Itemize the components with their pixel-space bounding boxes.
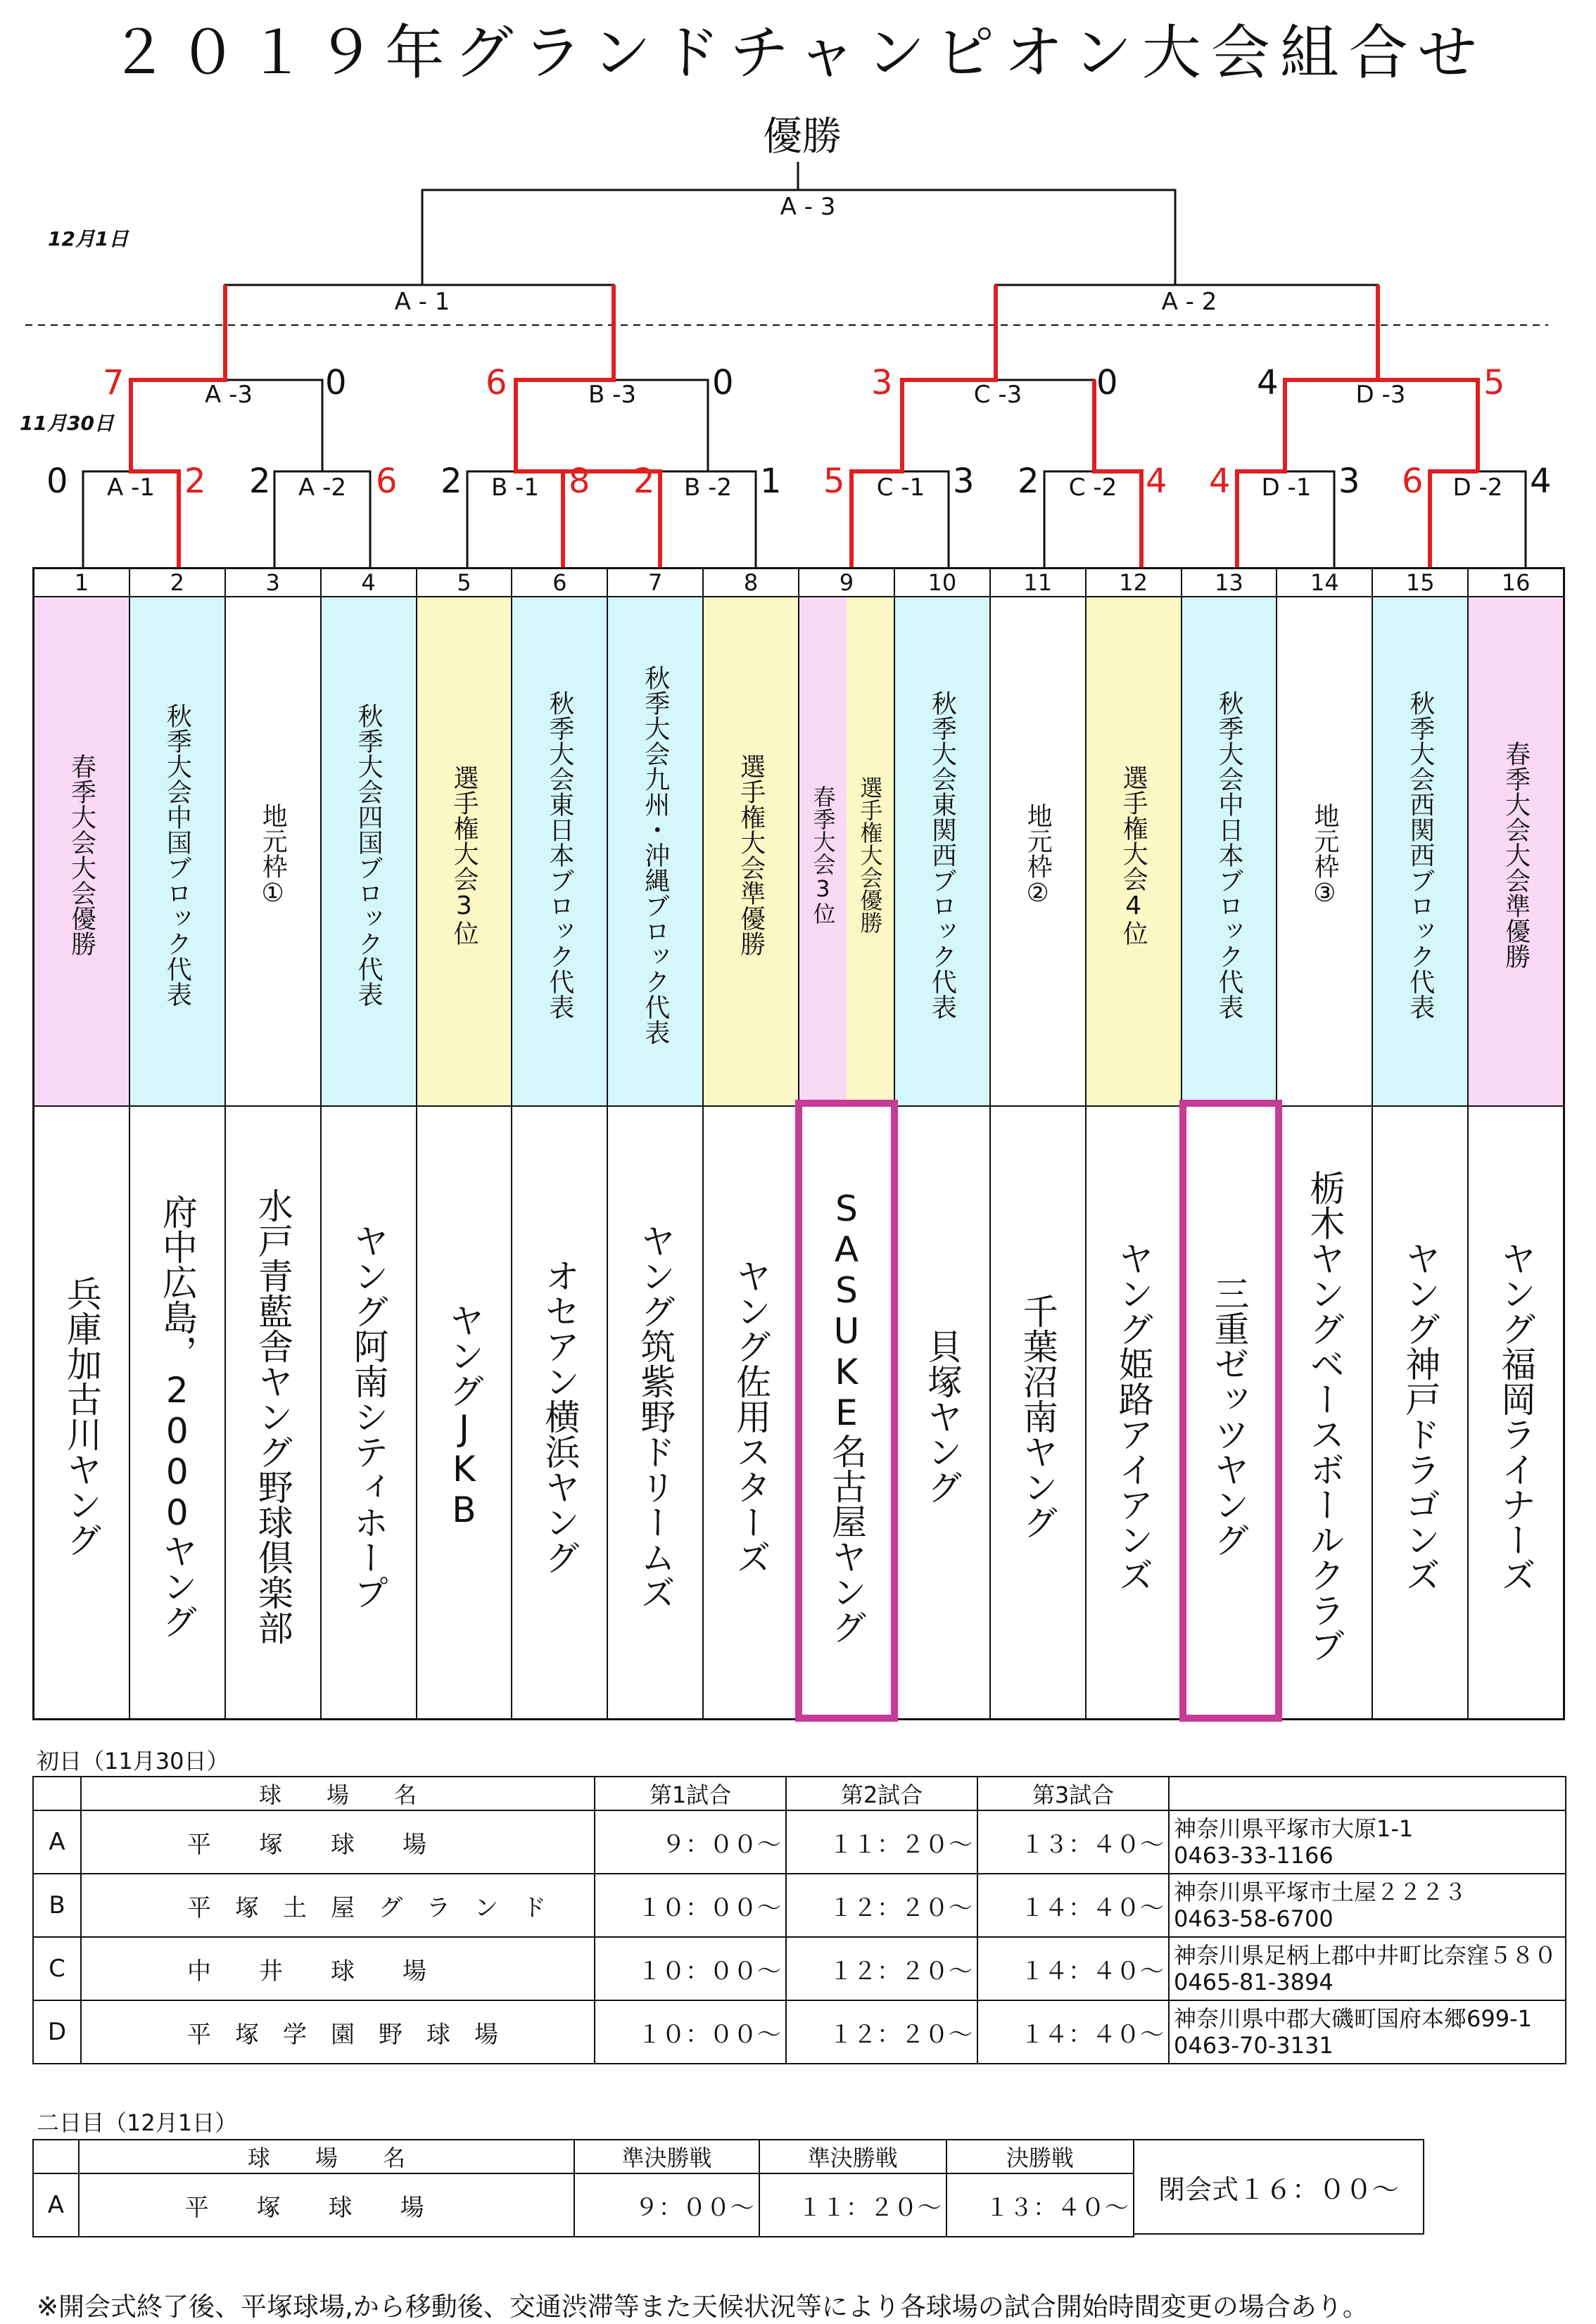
team-number: 8 (704, 569, 798, 597)
qscore-5: 3 (871, 363, 893, 402)
team-category (34, 597, 129, 1107)
team-category (1373, 597, 1467, 1107)
day2-header-g3: 決勝戦 (946, 2140, 1134, 2173)
r1score-2: 2 (184, 462, 206, 501)
team-column-2 (129, 569, 224, 1718)
venue-phone: 0465-81-3894 (1174, 1969, 1334, 1995)
venue-name: 平 塚 学 園 野 球 場 (81, 2000, 595, 2064)
team-category-label: 選手権大会4位 (1087, 597, 1181, 1105)
quarter-label-2: B -3 (588, 381, 637, 409)
r1score-9: 5 (823, 462, 845, 501)
day1-table (32, 1776, 1566, 2064)
winner-path-red (131, 285, 1478, 567)
qscore-6: 0 (1096, 363, 1118, 402)
venue-id: A (33, 1810, 81, 1874)
venue-id: C (33, 1937, 81, 2000)
team-column-6 (511, 569, 607, 1718)
team-column-14 (1276, 569, 1372, 1718)
day1-row-A (33, 1810, 1566, 1874)
team-column-5 (416, 569, 512, 1718)
final-label: A - 3 (780, 193, 836, 221)
team-category-label: 選手権大会準優勝 (704, 597, 798, 1105)
venue-address: 神奈川県平塚市土屋２２２３ (1174, 1879, 1467, 1905)
team-category (512, 597, 607, 1107)
team-category-label: 春季大会大会準優勝 (1469, 597, 1563, 1105)
r1score-12: 4 (1146, 462, 1167, 501)
team-category-label: 秋季大会中国ブロック代表 (130, 597, 224, 1105)
team-name: 千葉沼南ヤング (1017, 1293, 1058, 1539)
team-number: 6 (512, 569, 607, 597)
team-column-1 (34, 569, 129, 1718)
team-category-label: 秋季大会四国ブロック代表 (322, 597, 416, 1105)
team-category (799, 597, 894, 1107)
closing-ceremony-note: 閉会式１６：００～ (1134, 2139, 1424, 2235)
r1score-6: 8 (569, 462, 590, 501)
team-category (704, 597, 798, 1107)
day2-row-id: A (33, 2173, 79, 2237)
r1-label-8: D -2 (1452, 474, 1503, 502)
r1score-4: 6 (376, 462, 398, 501)
r1score-7: 2 (633, 462, 655, 501)
team-number: 4 (322, 569, 416, 597)
qscore-4: 0 (712, 363, 734, 402)
game2-time: １１：２０～ (786, 1810, 977, 1874)
team-number: 10 (895, 569, 989, 597)
team-column-11 (989, 569, 1085, 1718)
game3-time: １４：４０～ (977, 2000, 1169, 2064)
day1-row-D (33, 2000, 1566, 2064)
team-category (130, 597, 224, 1107)
footnote: ※開会式終了後、平塚球場,から移動後、交通渋滞等また天候状況等により各球場の試合開始時間変更の場合あり。 (37, 2292, 1369, 2322)
team-category-label: 春季大会大会優勝 (34, 597, 129, 1105)
quarter-label-3: C -3 (973, 381, 1022, 409)
quarter-label-1: A -3 (205, 381, 253, 409)
team-name: ヤング福岡ライナーズ (1495, 1240, 1537, 1592)
game1-time: １０：００～ (595, 1874, 786, 1937)
day2-row-venue: 平 塚 球 場 (79, 2173, 575, 2237)
day1-header-g3: 第3試合 (977, 1777, 1169, 1810)
day2-row-t1: ９：００～ (574, 2173, 759, 2237)
r1-label-7: D -1 (1261, 474, 1312, 502)
r1-label-1: A -1 (107, 474, 155, 502)
r1score-3: 2 (249, 462, 271, 501)
page-title: ２０１９年グランドチャンピオン大会組合せ (109, 18, 1487, 87)
day1-title: 初日（11月30日） (37, 1748, 229, 1774)
day2-title: 二日目（12月1日） (37, 2109, 238, 2136)
venue-id: D (33, 2000, 81, 2064)
venue-name: 平 塚 土 屋 グ ラ ン ド (81, 1874, 595, 1937)
team-name: SASUKE名古屋ヤング (825, 1188, 867, 1644)
bracket-labels (107, 193, 1502, 502)
r1score-5: 2 (441, 462, 462, 501)
team-number: 5 (417, 569, 512, 597)
team-number: 1 (34, 569, 129, 597)
team-number: 3 (226, 569, 320, 597)
semi-label-1: A - 1 (394, 288, 450, 316)
team-category-label: 春季大会3位 (799, 597, 847, 1105)
game3-time: １４：４０～ (977, 1937, 1169, 2000)
day2-row-t2: １１：２０～ (759, 2173, 946, 2237)
team-category-label: 地元枠② (991, 597, 1085, 1105)
game1-time: １０：００～ (595, 1937, 786, 2000)
tournament-bracket (0, 0, 1596, 567)
venue-address: 神奈川県平塚市大原1-1 (1174, 1815, 1414, 1842)
team-number: 13 (1182, 569, 1277, 597)
qscore-7: 4 (1257, 363, 1279, 402)
team-name: ヤングJKB (443, 1302, 485, 1530)
venue-contact (1169, 1810, 1566, 1874)
day2-header-g2: 準決勝戦 (759, 2140, 946, 2173)
quarter-label-4: D -3 (1355, 381, 1406, 409)
team-number: 9 (799, 569, 894, 597)
first-round-scores (46, 462, 1552, 501)
team-category-label: 選手権大会3位 (417, 597, 512, 1105)
qscore-3: 6 (486, 363, 507, 402)
day2-table (32, 2139, 1134, 2237)
date-day2: 12月1日 (48, 227, 129, 250)
r1score-10: 3 (953, 462, 975, 501)
day1-header-g2: 第2試合 (786, 1777, 977, 1810)
r1score-8: 1 (760, 462, 782, 501)
team-category (608, 597, 702, 1107)
team-name: ヤング筑紫野ドリームズ (635, 1222, 676, 1610)
r1score-13: 4 (1209, 462, 1231, 501)
team-name: 貝塚ヤング (921, 1328, 963, 1504)
team-category (1087, 597, 1181, 1107)
team-name: 栃木ヤングベースボールクラブ (1304, 1169, 1345, 1663)
venue-address: 神奈川県中郡大磯町国府本郷699-1 (1174, 2005, 1532, 2032)
game2-time: １２：２０～ (786, 1937, 977, 2000)
r1score-1: 0 (46, 462, 68, 501)
team-number: 16 (1469, 569, 1563, 597)
team-name: 府中広島，2000ヤング (156, 1193, 198, 1639)
venue-contact (1169, 1937, 1566, 2000)
r1-label-4: B -2 (683, 474, 733, 502)
r1score-14: 3 (1338, 462, 1360, 501)
r1score-11: 2 (1018, 462, 1039, 501)
day1-header-venue: 球 場 名 (81, 1777, 595, 1810)
team-column-16 (1467, 569, 1563, 1718)
venue-contact (1169, 2000, 1566, 2064)
team-category (991, 597, 1085, 1107)
r1-label-3: B -1 (490, 474, 540, 502)
venue-contact (1169, 1874, 1566, 1937)
team-name: 三重ゼッツヤング (1208, 1275, 1250, 1557)
highlight-box-13 (1179, 1100, 1282, 1722)
venue-phone: 0463-58-6700 (1174, 1905, 1334, 1932)
game1-time: １０：００～ (595, 2000, 786, 2064)
venue-phone: 0463-33-1166 (1174, 1842, 1334, 1869)
team-name: ヤング佐用スターズ (730, 1257, 772, 1575)
team-name: オセアン横浜ヤング (539, 1257, 581, 1575)
r1-label-6: C -2 (1068, 474, 1117, 502)
bracket-lines-black (83, 162, 1526, 567)
team-category (895, 597, 989, 1107)
team-category (417, 597, 512, 1107)
game1-time: ９：００～ (595, 1810, 786, 1874)
champion-label: 優勝 (763, 114, 842, 160)
team-number: 12 (1087, 569, 1181, 597)
team-category-label: 地元枠① (226, 597, 320, 1105)
day2-header-g1: 準決勝戦 (574, 2140, 759, 2173)
team-number: 15 (1373, 569, 1467, 597)
team-column-7 (607, 569, 702, 1718)
r1score-15: 6 (1402, 462, 1424, 501)
quarter-scores (103, 363, 1505, 402)
venue-phone: 0463-70-3131 (1174, 2032, 1334, 2059)
team-name: ヤング阿南シティホープ (348, 1222, 389, 1610)
team-column-12 (1085, 569, 1181, 1718)
qscore-1: 7 (103, 363, 125, 402)
team-name: 水戸青藍舎ヤング野球倶楽部 (252, 1187, 293, 1645)
day2-row-t3: １３：４０～ (946, 2173, 1134, 2237)
date-day1: 11月30日 (20, 412, 114, 435)
game3-time: １３：４０～ (977, 1810, 1169, 1874)
team-column-4 (320, 569, 416, 1718)
game3-time: １４：４０～ (977, 1874, 1169, 1937)
team-name: 兵庫加古川ヤング (61, 1275, 102, 1557)
team-column-8 (702, 569, 798, 1718)
qscore-2: 0 (325, 363, 347, 402)
game2-time: １２：２０～ (786, 1874, 977, 1937)
venue-address: 神奈川県足柄上郡中井町比奈窪５８０ (1174, 1942, 1557, 1969)
team-category-label: 秋季大会中日本ブロック代表 (1182, 597, 1277, 1105)
team-category (226, 597, 320, 1107)
team-category-label: 秋季大会九州・沖縄ブロック代表 (608, 597, 702, 1105)
team-column-10 (894, 569, 989, 1718)
team-category (322, 597, 416, 1107)
day1-row-B (33, 1874, 1566, 1937)
team-category (1469, 597, 1563, 1107)
team-number: 14 (1277, 569, 1372, 597)
day1-header-g1: 第1試合 (595, 1777, 786, 1810)
team-category (1182, 597, 1277, 1107)
team-name: ヤング姫路アイアンズ (1113, 1240, 1154, 1592)
team-category-label: 秋季大会東関西ブロック代表 (895, 597, 989, 1105)
r1-label-2: A -2 (298, 474, 346, 502)
team-category-label: 選手権大会優勝 (847, 597, 894, 1105)
team-number: 11 (991, 569, 1085, 597)
venue-name: 中 井 球 場 (81, 1937, 595, 2000)
r1-label-5: C -1 (876, 474, 925, 502)
day2-header-venue: 球 場 名 (79, 2140, 575, 2173)
team-category (1277, 597, 1372, 1107)
team-name: ヤング神戸ドラゴンズ (1400, 1240, 1441, 1592)
r1score-16: 4 (1530, 462, 1552, 501)
team-category-label: 秋季大会西関西ブロック代表 (1373, 597, 1467, 1105)
team-column-3 (224, 569, 320, 1718)
team-column-15 (1372, 569, 1467, 1718)
game2-time: １２：２０～ (786, 2000, 977, 2064)
team-category-label: 地元枠③ (1277, 597, 1372, 1105)
team-number: 7 (608, 569, 702, 597)
day1-row-C (33, 1937, 1566, 2000)
team-category-label: 秋季大会東日本ブロック代表 (512, 597, 607, 1105)
team-number: 2 (130, 569, 224, 597)
qscore-8: 5 (1483, 363, 1505, 402)
venue-id: B (33, 1874, 81, 1937)
semi-label-2: A - 2 (1161, 288, 1217, 316)
highlight-box-9 (795, 1100, 898, 1722)
venue-name: 平 塚 球 場 (81, 1810, 595, 1874)
